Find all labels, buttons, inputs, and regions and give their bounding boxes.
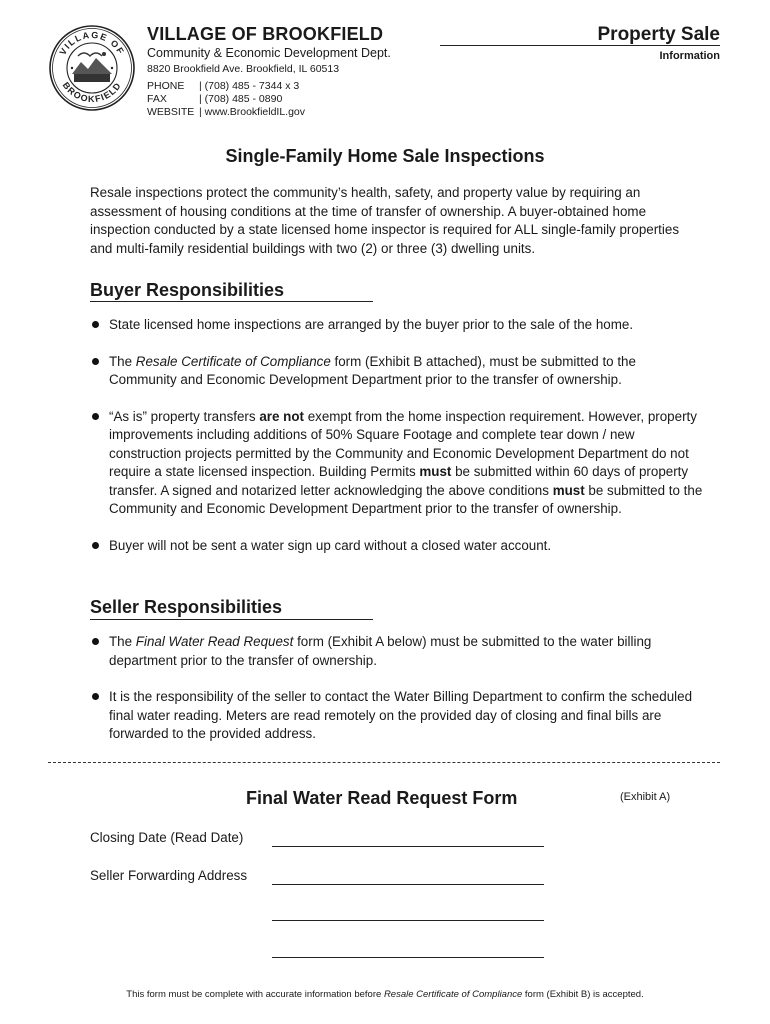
section-rule <box>90 301 373 302</box>
contact-fax <box>147 93 282 105</box>
section-rule <box>90 619 373 620</box>
emphasis-italic: Resale Certificate of Compliance <box>383 989 523 1000</box>
emphasis-bold: are not <box>259 408 304 424</box>
contact-label: PHONE <box>147 80 185 92</box>
svg-text:BROOKFIELD: BROOKFIELD <box>60 80 124 105</box>
list-item: State licensed home inspections are arranged by the buyer prior to the sale of the home. <box>90 316 705 335</box>
closing-date-field[interactable] <box>272 846 544 847</box>
emphasis-bold: must <box>552 482 585 498</box>
forwarding-address-field-line-3[interactable] <box>272 957 544 958</box>
footer-note: This form must be complete with accurate information before Resale Certificate of Compliance form (Exhibit B) is accepted. <box>126 989 644 1000</box>
exhibit-label: (Exhibit A) <box>620 791 671 803</box>
bullet-icon <box>92 693 99 700</box>
bullet-icon <box>92 638 99 645</box>
bullet-icon <box>92 358 99 365</box>
org-name: VILLAGE OF BROOKFIELD <box>147 24 384 44</box>
seller-list <box>90 633 705 762</box>
doc-title: Property Sale <box>597 24 720 45</box>
list-item: It is the responsibility of the seller to contact the Water Billing Department to confirm the scheduled final water reading. Meters are read remotely on the provided day of closing and final bills are forwarded to the provided address. <box>90 688 705 744</box>
list-item: The Resale Certificate of Compliance form (Exhibit B attached), must be submitted to the Community and Economic Development Department prior to the transfer of ownership. <box>90 353 705 390</box>
forwarding-address-label: Seller Forwarding Address <box>90 868 248 883</box>
contact-phone <box>147 80 299 92</box>
contact-value: | (708) 485 - 0890 <box>199 93 283 105</box>
emphasis-bold: must <box>419 464 452 479</box>
intro-paragraph: Resale inspections protect the community’s health, safety, and property value by requiring an assessment of housing conditions at the time of transfer of ownership. A buyer-obtained home inspection conducted by a state licensed home inspector is required for ALL single-family properties and multi-family residential buildings with two (2) or three (3) dwelling units. <box>90 185 680 256</box>
contact-label: FAX <box>147 93 167 105</box>
form-title: Final Water Read Request Form <box>246 788 518 808</box>
page-title: Single-Family Home Sale Inspections <box>225 146 545 166</box>
closing-date-label: Closing Date (Read Date) <box>90 830 244 845</box>
list-item: “As is” property transfers are not exempt from the home inspection requirement. However, property improvements including additions of 50% Square Footage and complete tear down / new construction projects permitted by the Community and Economic Development Department do not require a state licensed inspection. Building Permits must be submitted within 60 days of property transfer. A signed and notarized letter acknowledging the above conditions must be submitted to the Community and Economic Development Department prior to the transfer of ownership. <box>90 408 705 519</box>
svg-text:VILLAGE OF: VILLAGE OF <box>57 29 127 57</box>
bullet-icon <box>92 413 99 420</box>
contact-label: WEBSITE <box>147 106 195 118</box>
emphasis-italic: Final Water Read Request <box>135 634 294 649</box>
doc-subtitle: Information <box>659 50 720 62</box>
seller-section-title: Seller Responsibilities <box>90 597 283 617</box>
forwarding-address-field-line-1[interactable] <box>272 884 544 885</box>
buyer-list <box>90 316 705 573</box>
bullet-icon <box>92 321 99 328</box>
contact-value: | (708) 485 - 7344 x 3 <box>199 80 300 92</box>
list-item: The Final Water Read Request form (Exhibit A below) must be submitted to the water billing department prior to the transfer of ownership. <box>90 633 705 670</box>
department-name: Community & Economic Development Dept. <box>147 46 391 60</box>
forwarding-address-field-line-2[interactable] <box>272 920 544 921</box>
contact-value: | www.BrookfieldIL.gov <box>199 106 306 118</box>
contact-website <box>147 106 305 118</box>
list-item: Buyer will not be sent a water sign up card without a closed water account. <box>90 537 705 556</box>
village-seal-logo <box>48 24 136 112</box>
department-address: 8820 Brookfield Ave. Brookfield, IL 60513 <box>147 63 340 75</box>
cut-line <box>48 762 720 763</box>
emphasis-italic: Resale Certificate of Compliance <box>135 353 331 369</box>
buyer-section-title: Buyer Responsibilities <box>90 280 285 300</box>
bullet-icon <box>92 542 99 549</box>
